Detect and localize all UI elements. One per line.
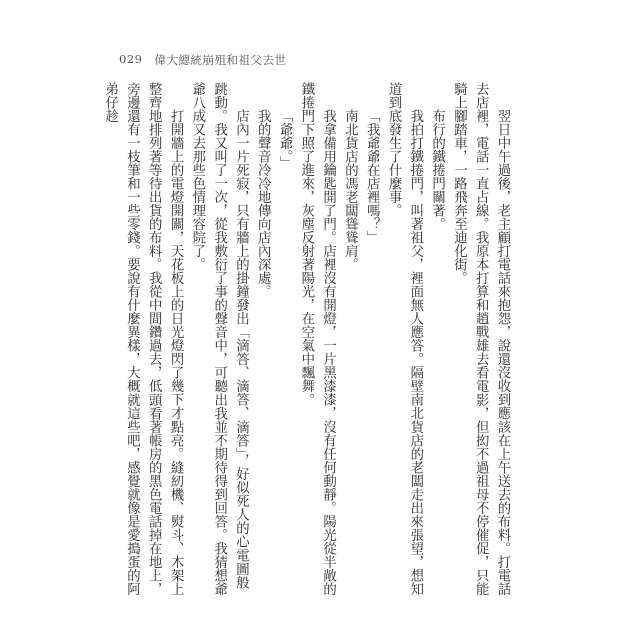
paragraph: 店內一片死寂，只有牆上的掛鐘發出「滴答、滴答、滴答」，好似死人的心電圖般跳動。我又叫了一次，從我敷衍了事的聲音中，可聽出我並不期待得到回答。我猜想爺爺八成又去那些色情理容院了。 <box>189 82 249 596</box>
paragraph: 我的聲音冷冷地傳向店內深處。 <box>255 108 271 299</box>
running-header <box>119 52 286 68</box>
paragraph: 「我爺爺在店裡嗎？」 <box>364 108 380 244</box>
vertical-body-text <box>102 82 513 602</box>
paragraph: 「爺爺。」 <box>277 108 293 170</box>
paragraph: 我拍打鐵捲門，叫著祖父，裡面無人應答。隔壁南北貨店的老闆走出來張望，想知道到底發生了什麼事。 <box>386 82 423 596</box>
chapter-title: 偉大總統崩殂和祖父去世 <box>154 53 287 67</box>
page-number: 029 <box>119 52 143 66</box>
paragraph: 打開牆上的電燈開關，天花板上的日光燈閃了幾下才點亮。縫紉機、熨斗、木架上整齊地排列著等待出貨的布料。我從中間鑽過去，低頭看著帳房的黑色電話掉在地上，旁邊還有一枝筆和一些零錢。要說有什麼異樣，大概就這些吧，感覺就像是愛搗蛋的阿弟仔趁 <box>102 82 184 596</box>
paragraph: 翌日中午過後，老主顧打電話來抱怨，說還沒收到應該在上午送去的布料。打電話去店裡，電話一直占線。我原本打算和趙戰雄去看電影，但抝不過祖母不停催促，只能騎上腳踏車，一路飛奔至迪化街。 <box>451 82 510 596</box>
paragraph: 布行的鐵捲門關著。 <box>429 108 445 231</box>
paragraph: 我拿備用鑰匙開了門。店裡沒有開燈，一片黑漆漆，沒有任何動靜。陽光從半敞的鐵捲門下照了進來，灰塵反射著陽光，在空氣中飄舞。 <box>298 82 336 596</box>
paragraph: 南北貨店的馮老闆聳聳肩。 <box>342 108 358 272</box>
